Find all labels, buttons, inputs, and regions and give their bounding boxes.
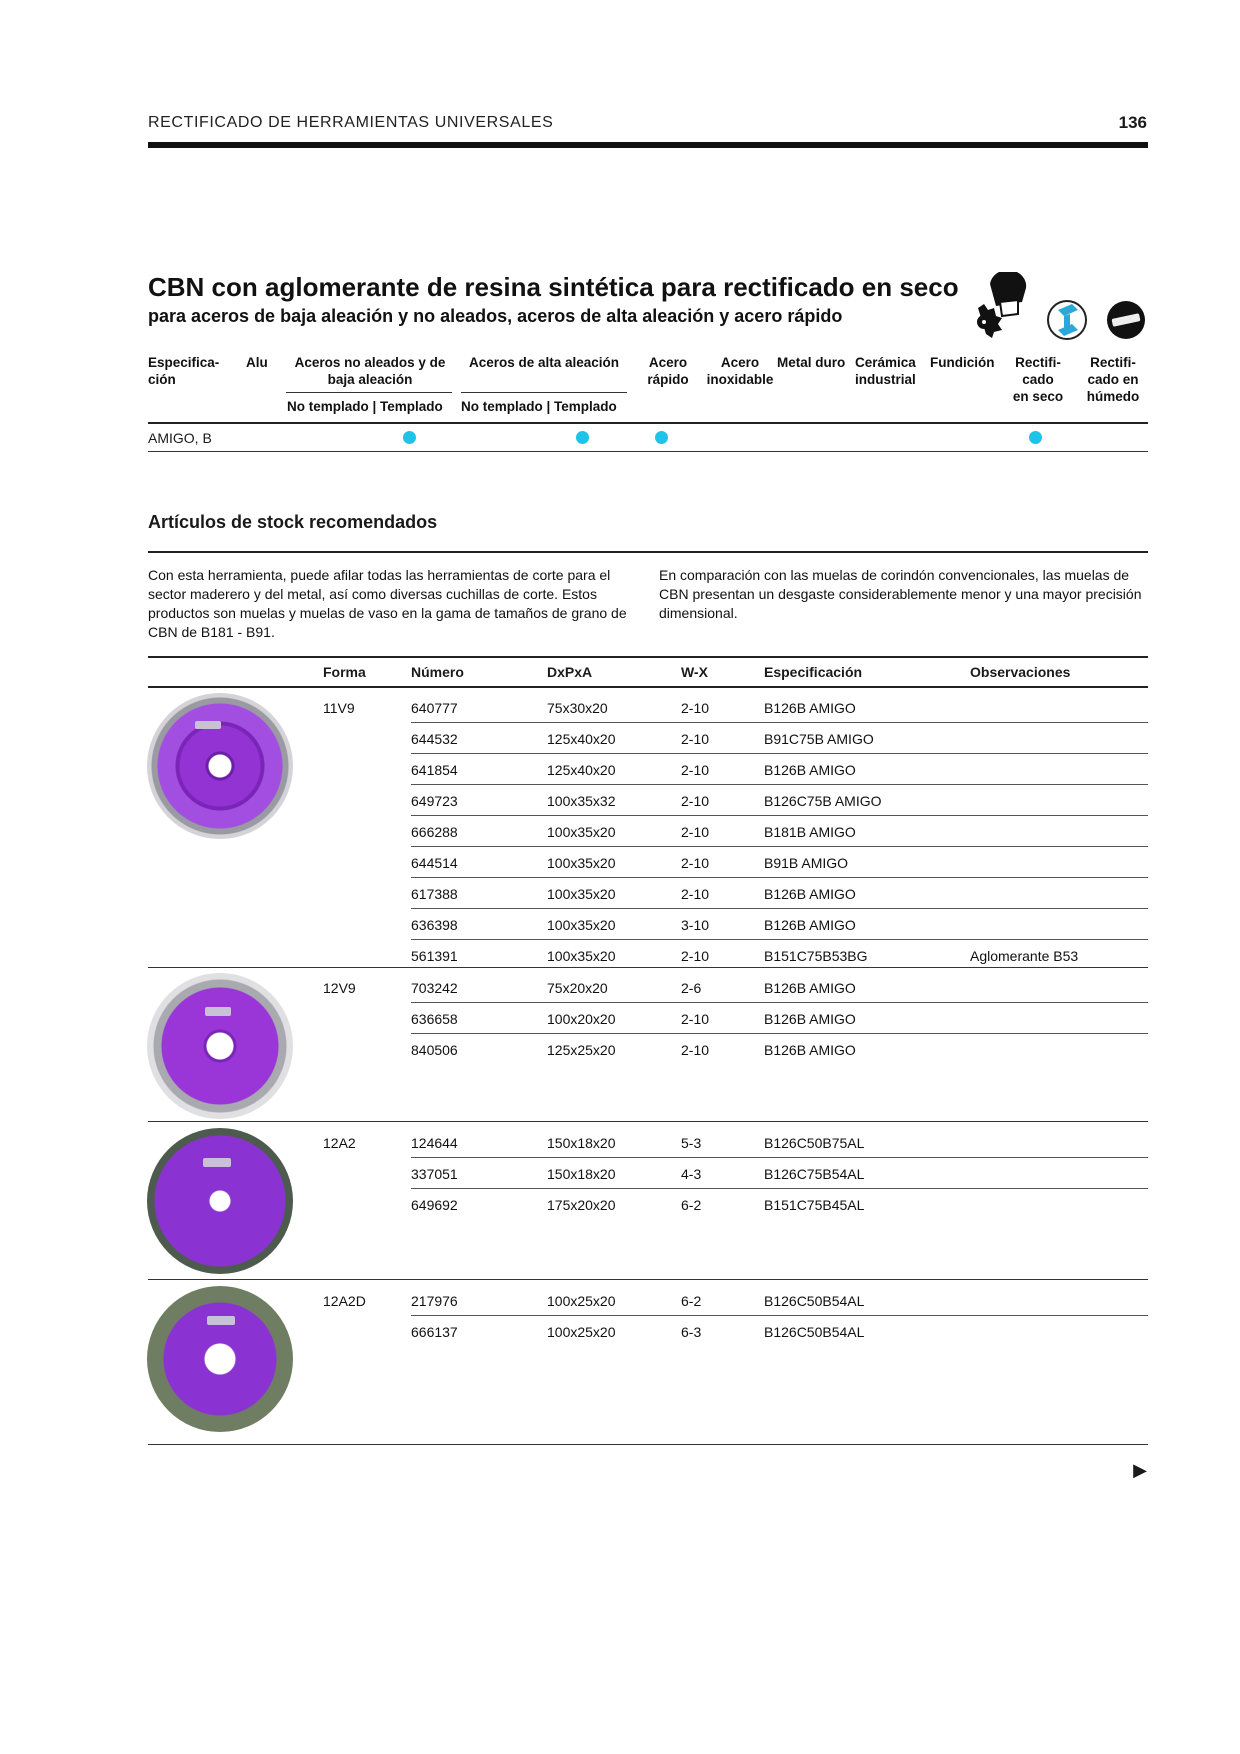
- header-stainless: [702, 354, 778, 388]
- intro-left: Con esta herramienta, puede afilar todas las herramientas de corte para el sector maderero y del metal, así como diversas cuchillas de corte. Estos productos son muelas y muelas de vaso en la gama de tamaños de grano de CBN de B181 - B91.: [148, 567, 627, 640]
- header-hss: [636, 354, 700, 388]
- header-high-alloy: Aceros de alta aleación: [468, 355, 620, 370]
- cell-wx: 4-3: [681, 1166, 702, 1182]
- form-cell: 11V9: [323, 700, 355, 716]
- header-ceramic-line1: Cerámica: [855, 355, 916, 370]
- cell-spec: B126B AMIGO: [764, 1042, 856, 1058]
- cell-num: 666137: [411, 1324, 458, 1340]
- header-stainless-line1: Acero: [720, 355, 760, 370]
- cell-num: 840506: [411, 1042, 458, 1058]
- dot-high-alloy-hardened: [576, 431, 589, 444]
- cell-wx: 2-10: [681, 948, 710, 964]
- dot-dry-grinding: [1029, 431, 1042, 444]
- cell-dim: 175x20x20: [547, 1197, 616, 1213]
- cell-dim: 100x20x20: [547, 1011, 616, 1027]
- cell-dim: 125x25x20: [547, 1042, 616, 1058]
- pictogram-group: [970, 272, 1150, 342]
- row-rule: [411, 1033, 1148, 1034]
- wheel-image-12v9: [147, 973, 293, 1119]
- header-stainless-line2: inoxidable: [706, 372, 774, 387]
- dot-hss: [655, 431, 668, 444]
- header-spec-line1: Especifica-: [148, 355, 220, 370]
- row-rule: [411, 1188, 1148, 1189]
- cell-dim: 100x35x20: [547, 855, 616, 871]
- low-alloy-underline: [286, 392, 452, 393]
- row-rule: [411, 784, 1148, 785]
- intro-right: En comparación con las muelas de corindón convencionales, las muelas de CBN presentan un desgaste considerablemente menor y una mayor precisión dimensional.: [659, 567, 1142, 621]
- cell-spec: B126B AMIGO: [764, 980, 856, 996]
- row-rule: [411, 815, 1148, 816]
- col-forma: Forma: [323, 664, 366, 680]
- header-wet: [1078, 354, 1148, 405]
- header-hss-line2: rápido: [647, 372, 689, 387]
- cell-spec: B181B AMIGO: [764, 824, 856, 840]
- cell-spec: B126B AMIGO: [764, 1011, 856, 1027]
- cell-obs: Aglomerante B53: [970, 948, 1079, 964]
- header-spec: [148, 354, 219, 388]
- cell-num: 666288: [411, 824, 458, 840]
- row-rule: [411, 1002, 1148, 1003]
- row-rule: [411, 939, 1148, 940]
- cell-wx: 2-10: [681, 855, 710, 871]
- low-alloy-subheader: No templado | Templado: [287, 399, 443, 414]
- steel-beam-icon: [1048, 301, 1086, 339]
- cell-num: 217976: [411, 1293, 458, 1309]
- cell-dim: 150x18x20: [547, 1135, 616, 1151]
- header-dry-line2: cado: [1022, 372, 1054, 387]
- cell-wx: 3-10: [681, 917, 710, 933]
- cell-num: 124644: [411, 1135, 458, 1151]
- page-title: CBN con aglomerante de resina sintética para rectificado en seco: [148, 272, 959, 302]
- form-cell: 12A2: [323, 1135, 356, 1151]
- cell-wx: 2-10: [681, 824, 710, 840]
- wheel-label-mark: [207, 1316, 235, 1325]
- row-rule: [411, 877, 1148, 878]
- cell-dim: 125x40x20: [547, 731, 616, 747]
- wheel-image-12a2: [147, 1128, 293, 1274]
- material-bottom-rule: [148, 451, 1148, 452]
- stock-bottom-rule: [148, 1444, 1148, 1445]
- row-rule: [411, 722, 1148, 723]
- cell-spec: B126B AMIGO: [764, 762, 856, 778]
- page-subtitle: para aceros de baja aleación y no aleados, aceros de alta aleación y acero rápido: [148, 306, 843, 326]
- cell-spec: B91B AMIGO: [764, 855, 849, 871]
- cell-wx: 2-6: [681, 980, 702, 996]
- section-rule: [148, 551, 1148, 553]
- header-low-alloy: [286, 354, 454, 388]
- header-ceramic-line2: industrial: [855, 372, 916, 387]
- next-page-arrow-icon[interactable]: ▶: [1133, 1460, 1147, 1480]
- cell-dim: 150x18x20: [547, 1166, 616, 1182]
- cell-num: 644532: [411, 731, 458, 747]
- cell-wx: 2-10: [681, 731, 710, 747]
- header-wet-line1: Rectifi-: [1090, 355, 1136, 370]
- section-title: Artículos de stock recomendados: [148, 512, 438, 532]
- cell-wx: 2-10: [681, 1011, 710, 1027]
- cell-wx: 2-10: [681, 700, 710, 716]
- dry-grinding-icon: [1107, 301, 1145, 339]
- cell-spec: B126C50B54AL: [764, 1293, 865, 1309]
- cell-dim: 100x25x20: [547, 1293, 616, 1309]
- col-numero: Número: [411, 664, 464, 680]
- row-rule: [411, 908, 1148, 909]
- header-dry-line1: Rectifi-: [1015, 355, 1061, 370]
- wheel-label-mark: [195, 721, 221, 729]
- cell-wx: 2-10: [681, 762, 710, 778]
- cell-num: 337051: [411, 1166, 458, 1182]
- safety-gear-icon: [977, 272, 1026, 338]
- cell-spec: B126B AMIGO: [764, 886, 856, 902]
- high-alloy-underline: [461, 392, 627, 393]
- wheel-label-mark: [203, 1158, 231, 1167]
- cell-num: 649692: [411, 1197, 458, 1213]
- form-cell: 12V9: [323, 980, 356, 996]
- cell-spec: B126C50B54AL: [764, 1324, 865, 1340]
- cell-dim: 100x35x20: [547, 948, 616, 964]
- wheel-label-mark: [205, 1007, 231, 1016]
- group-rule: [148, 967, 1148, 968]
- page-number: 136: [1118, 113, 1147, 132]
- header-wet-line2: cado en: [1087, 372, 1139, 387]
- wheel-image-11v9: [147, 693, 293, 839]
- header-low-alloy-line1: Aceros no aleados y de: [294, 355, 446, 370]
- cell-num: 703242: [411, 980, 458, 996]
- cell-spec: B91C75B AMIGO: [764, 731, 874, 747]
- col-especificacion: Especificación: [764, 664, 863, 680]
- stock-top-rule: [148, 656, 1148, 658]
- cell-num: 636658: [411, 1011, 458, 1027]
- cell-wx: 2-10: [681, 1042, 710, 1058]
- high-alloy-subheader: No templado | Templado: [461, 399, 617, 414]
- cell-num: 636398: [411, 917, 458, 933]
- header-wet-line3: húmedo: [1086, 389, 1140, 404]
- cell-dim: 100x35x20: [547, 886, 616, 902]
- running-title: RECTIFICADO DE HERRAMIENTAS UNIVERSALES: [148, 114, 554, 131]
- cell-spec: B151C75B45AL: [764, 1197, 865, 1213]
- cell-spec: B126B AMIGO: [764, 700, 856, 716]
- cell-dim: 100x25x20: [547, 1324, 616, 1340]
- cell-num: 641854: [411, 762, 458, 778]
- cell-dim: 100x35x20: [547, 917, 616, 933]
- cell-wx: 2-10: [681, 793, 710, 809]
- header-low-alloy-line2: baja aleación: [327, 372, 413, 387]
- row-rule: [411, 1157, 1148, 1158]
- header-alu: Alu: [246, 355, 268, 370]
- cell-dim: 100x35x20: [547, 824, 616, 840]
- col-wx: W-X: [681, 664, 708, 680]
- header-ceramic: [855, 354, 916, 388]
- row-rule: [411, 1315, 1148, 1316]
- cell-spec: B126C50B75AL: [764, 1135, 865, 1151]
- cell-wx: 6-2: [681, 1293, 702, 1309]
- cell-wx: 6-2: [681, 1197, 702, 1213]
- cell-num: 644514: [411, 855, 458, 871]
- material-header-rule: [148, 422, 1148, 424]
- header-hss-line1: Acero: [648, 355, 688, 370]
- cell-num: 640777: [411, 700, 458, 716]
- row-rule: [411, 846, 1148, 847]
- cell-wx: 2-10: [681, 886, 710, 902]
- header-rule: [148, 142, 1148, 148]
- cell-dim: 75x20x20: [547, 980, 608, 996]
- stock-header-rule: [148, 686, 1148, 688]
- col-dxpxa: DxPxA: [547, 664, 593, 680]
- row-rule: [411, 753, 1148, 754]
- header-carbide: Metal duro: [777, 355, 846, 370]
- cell-spec: B151C75B53BG: [764, 948, 868, 964]
- header-casting: Fundición: [930, 355, 995, 370]
- cell-wx: 6-3: [681, 1324, 702, 1340]
- wheel-image-12a2d: [147, 1286, 293, 1432]
- cell-dim: 75x30x20: [547, 700, 608, 716]
- col-observaciones: Observaciones: [970, 664, 1071, 680]
- header-dry-line3: en seco: [1012, 389, 1064, 404]
- form-cell: 12A2D: [323, 1293, 366, 1309]
- cell-spec: B126C75B54AL: [764, 1166, 865, 1182]
- dot-low-alloy-hardened: [403, 431, 416, 444]
- cell-num: 561391: [411, 948, 458, 964]
- material-row-label: AMIGO, B: [148, 430, 212, 446]
- header-spec-line2: ción: [148, 372, 176, 387]
- header-dry: [1004, 354, 1072, 405]
- cell-num: 649723: [411, 793, 458, 809]
- cell-num: 617388: [411, 886, 458, 902]
- cell-dim: 125x40x20: [547, 762, 616, 778]
- cell-dim: 100x35x32: [547, 793, 616, 809]
- cell-spec: B126C75B AMIGO: [764, 793, 882, 809]
- group-rule: [148, 1121, 1148, 1122]
- group-rule: [148, 1279, 1148, 1280]
- cell-spec: B126B AMIGO: [764, 917, 856, 933]
- cell-wx: 5-3: [681, 1135, 702, 1151]
